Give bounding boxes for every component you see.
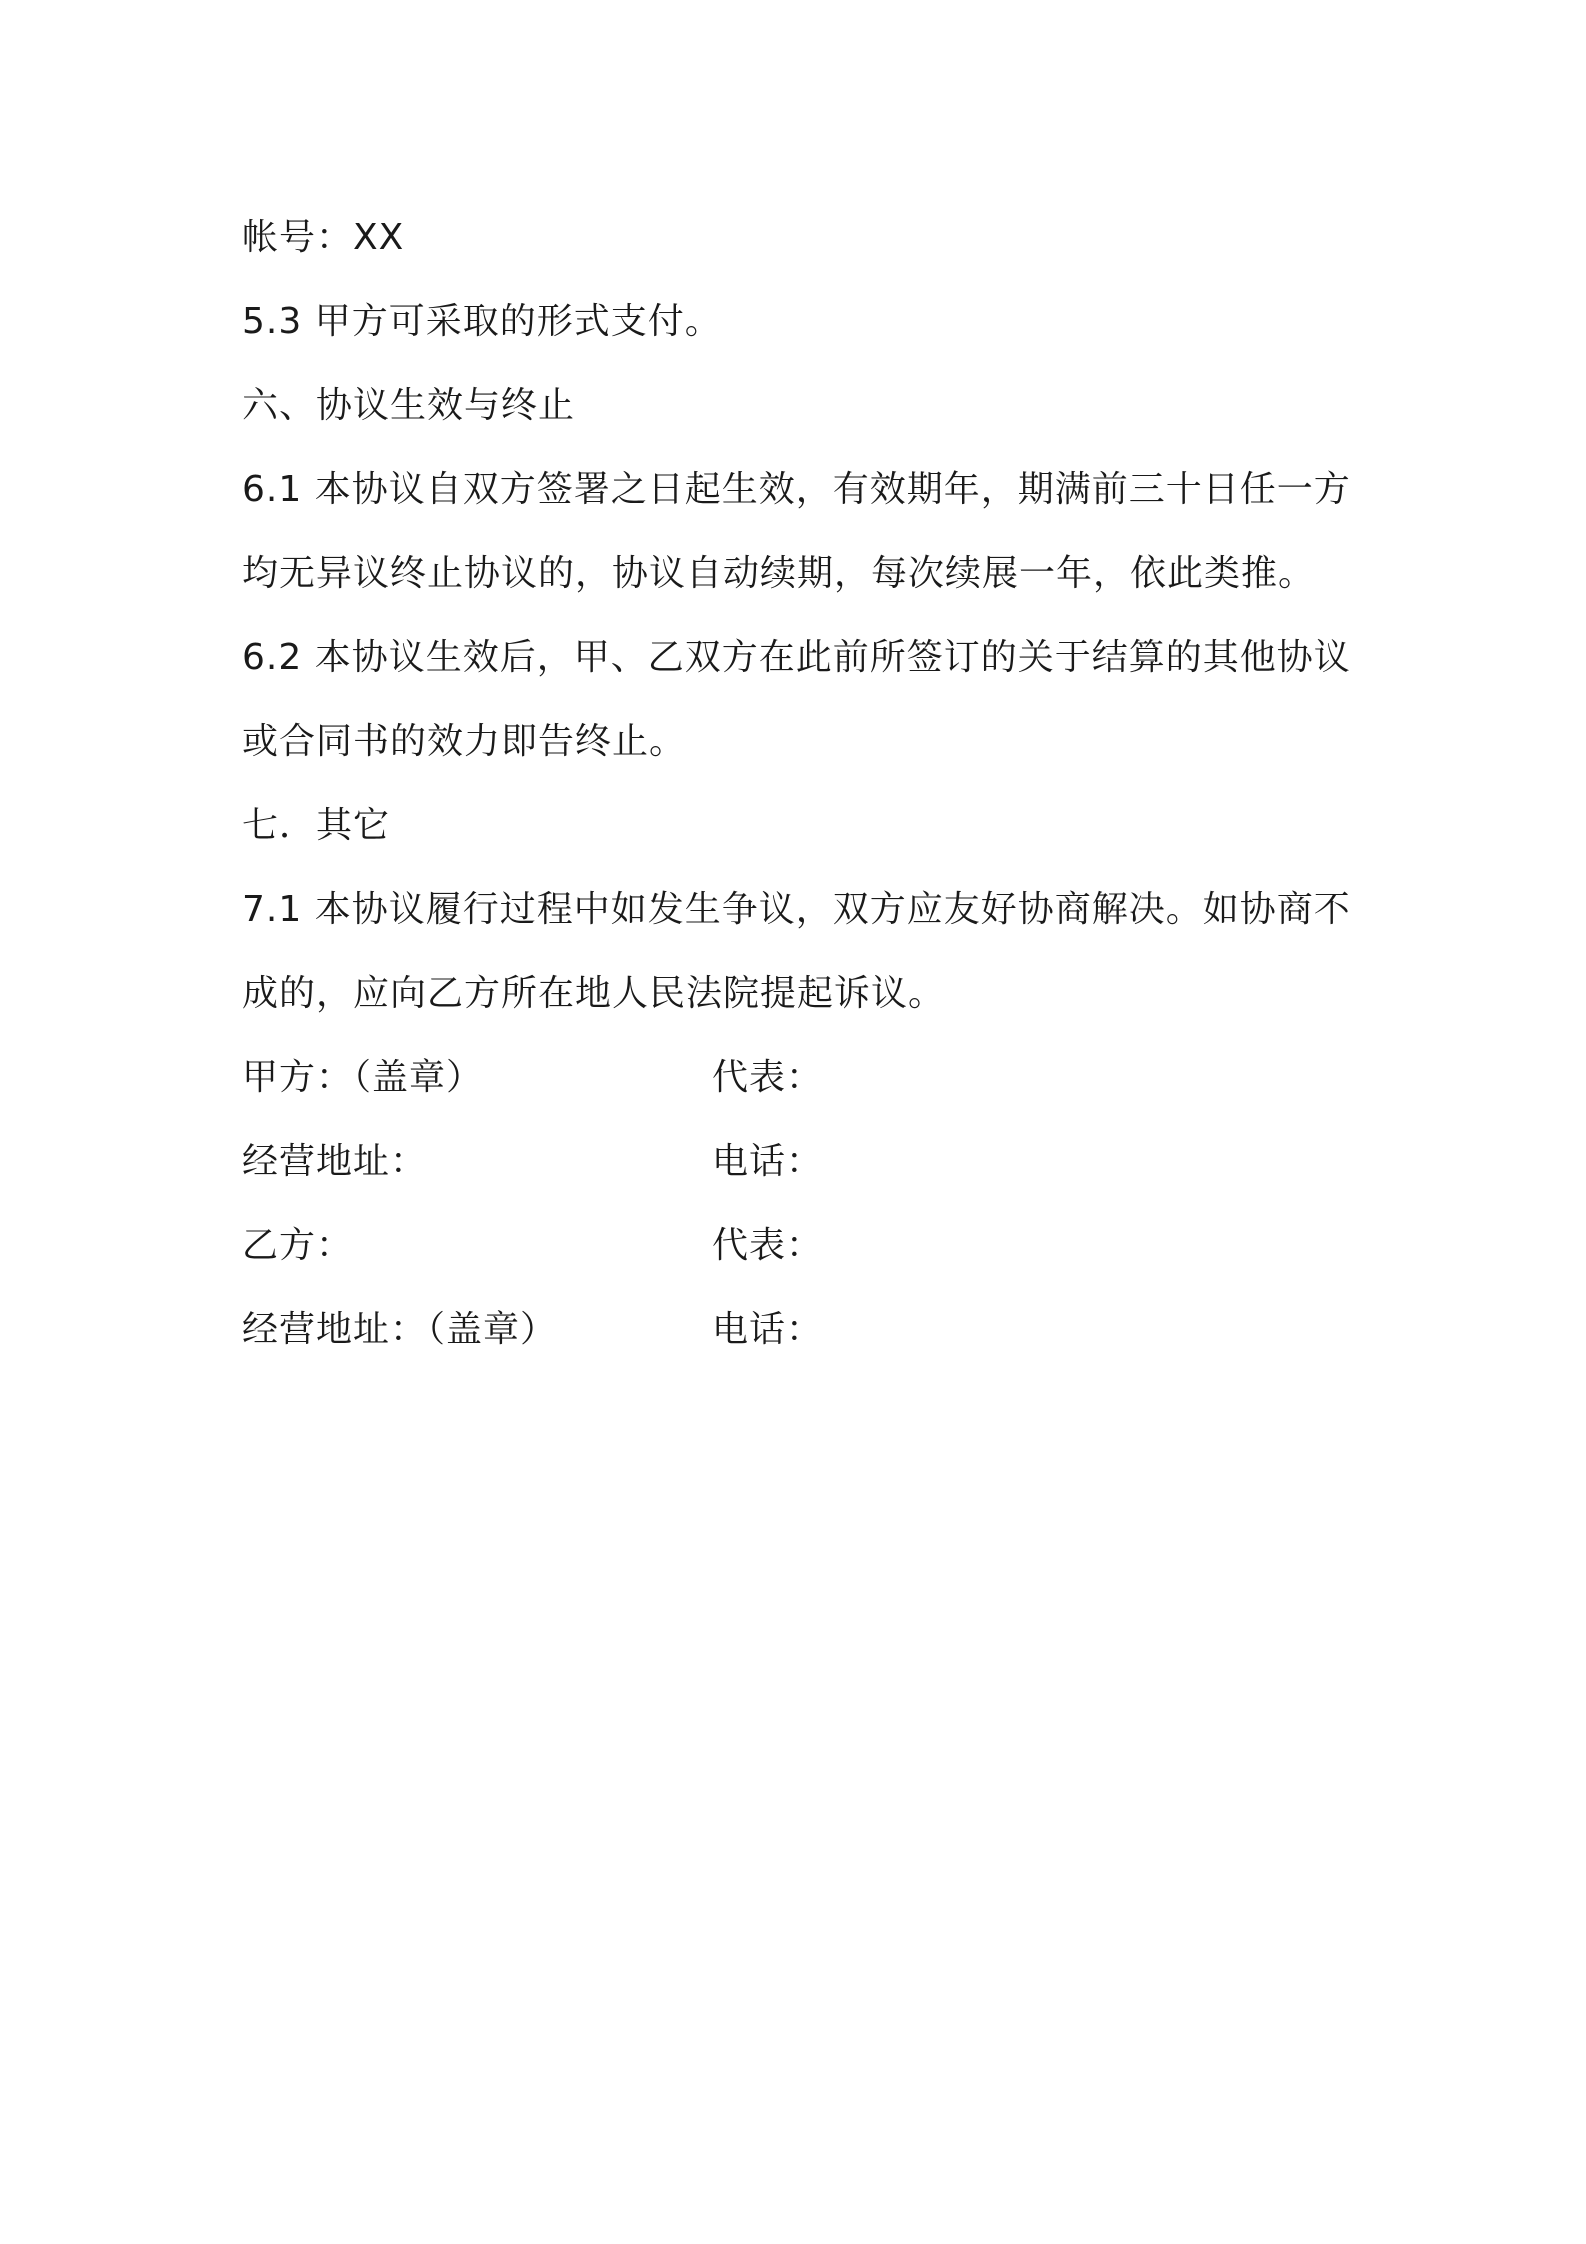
party-b-representative-label: 代表： <box>712 1225 824 1266</box>
clause-7-1-line-1: 7.1 本协议履行过程中如发生争议，双方应友好协商解决。如协商不 <box>242 889 1351 930</box>
party-a-address-label: 经营地址： <box>242 1141 428 1182</box>
party-b-label: 乙方： <box>242 1225 354 1266</box>
section-7-heading: 七．其它 <box>242 805 391 846</box>
clause-6-2-line-1: 6.2 本协议生效后，甲、乙双方在此前所签订的关于结算的其他协议 <box>242 637 1351 678</box>
clause-6-2-line-2: 或合同书的效力即告终止。 <box>242 721 687 762</box>
clause-6-1-line-2: 均无异议终止协议的，协议自动续期，每次续展一年，依此类推。 <box>242 553 1316 594</box>
party-a-phone-label: 电话： <box>712 1141 824 1182</box>
signature-row-party-a <box>242 1036 1362 1120</box>
clause-6-1-line-1: 6.1 本协议自双方签署之日起生效，有效期年，期满前三十日任一方 <box>242 469 1351 510</box>
signature-row-party-b <box>242 1204 1362 1288</box>
clause-7-1-line-2: 成的，应向乙方所在地人民法院提起诉议。 <box>242 973 946 1014</box>
signature-row-party-b-address <box>242 1288 1362 1372</box>
account-line: 帐号：XX <box>242 217 405 258</box>
clause-5-3: 5.3 甲方可采取的形式支付。 <box>242 301 722 342</box>
party-b-address-seal-label: 经营地址：（盖章） <box>242 1309 558 1350</box>
section-6-heading: 六、协议生效与终止 <box>242 385 576 426</box>
party-a-seal-label: 甲方：（盖章） <box>242 1057 484 1098</box>
document-body <box>242 196 1362 1372</box>
signature-row-party-a-address <box>242 1120 1362 1204</box>
party-b-phone-label: 电话： <box>712 1309 824 1350</box>
party-a-representative-label: 代表： <box>712 1057 824 1098</box>
